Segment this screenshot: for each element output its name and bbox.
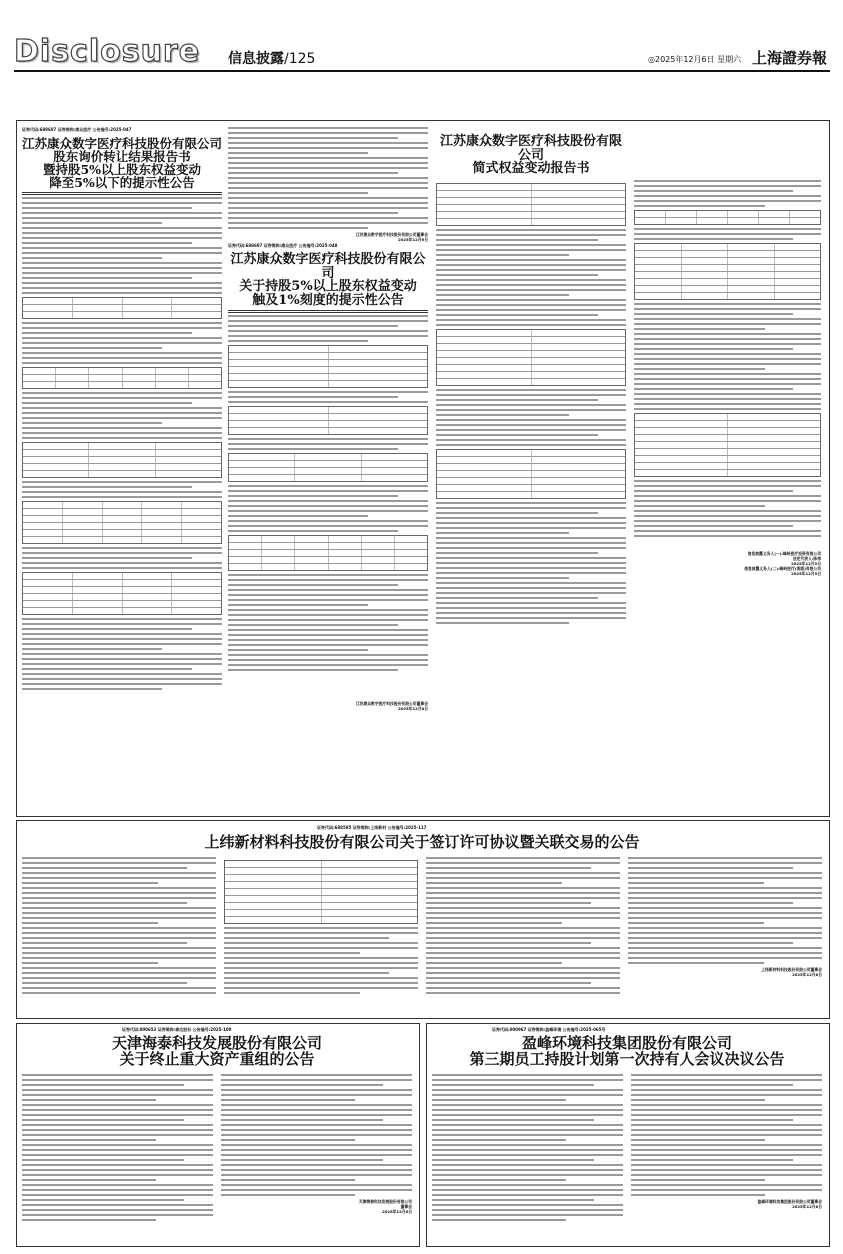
- signature-line: 董事会: [400, 1203, 412, 1209]
- signature-line: 江苏康众数字医疗科技股份有限公司董事会: [355, 232, 428, 237]
- article-body: [436, 389, 626, 446]
- title-rule: [22, 192, 222, 195]
- article-signature: [221, 1199, 412, 1214]
- signature-line: 法定代表人:陈伟: [792, 555, 821, 561]
- section-name: 信息披露: [228, 51, 284, 67]
- article-body: [634, 180, 821, 207]
- data-table: [634, 413, 821, 477]
- masthead: [0, 0, 843, 70]
- data-table: [228, 453, 428, 482]
- article-body: [228, 391, 428, 403]
- article-body: [426, 857, 620, 994]
- title-line: 触及1%刻度的提示性公告: [252, 292, 404, 308]
- signature-line: 2025年12月6日: [398, 237, 428, 242]
- article-body: [22, 618, 222, 690]
- article-body: [634, 303, 821, 410]
- article-title: 上纬新材料科技股份有限公司关于签订许可协议暨关联交易的公告: [204, 833, 640, 851]
- masthead-rule: [14, 70, 830, 72]
- title-line: 天津海泰科技发展股份有限公司: [111, 1034, 322, 1052]
- data-table: [22, 572, 222, 615]
- data-table: [224, 860, 418, 924]
- page-number: /125: [284, 51, 316, 67]
- article-body: [228, 574, 428, 671]
- title-rule: [228, 310, 428, 313]
- article-kangzhong-c: [436, 127, 821, 807]
- title-line: 江苏康众数字医疗科技股份有限公司: [439, 134, 622, 163]
- title-line: 第三期员工持股计划第一次持有人会议决议公告: [469, 1049, 785, 1068]
- data-table: [228, 406, 428, 435]
- article-signature: [631, 1199, 822, 1209]
- article-code-line: 证券代码:688607 证券简称:康众医疗 公告编号:2025-047: [22, 127, 132, 132]
- disclosure-wordmark: Disclosure: [14, 34, 201, 69]
- article-kangzhong-a-continued: [228, 127, 428, 242]
- data-table: [634, 210, 821, 225]
- article-code-line: 证券代码:000967 证券简称:盈峰环境 公告编号:2025-065号: [492, 1027, 606, 1032]
- newspaper-name: 上海證券報: [752, 49, 828, 67]
- data-table: [22, 297, 222, 319]
- article-kangzhong-b: [228, 243, 428, 803]
- article-body: [22, 392, 222, 439]
- data-table: [22, 442, 222, 478]
- article-body: [22, 857, 216, 994]
- article-signature: [228, 232, 428, 242]
- title-line: 关于持股5%以上股东权益变动: [239, 279, 417, 295]
- article-title: [432, 1036, 822, 1068]
- data-table: [634, 243, 821, 300]
- signature-line: 天津海泰科技发展股份有限公司: [358, 1198, 412, 1204]
- title-line: 降至5%以下的提示性公告: [49, 175, 195, 191]
- article-code-line: 证券代码:688607 证券简称:康众医疗 公告编号:2025-048: [228, 243, 338, 248]
- article-title: [22, 137, 222, 190]
- article-title: [228, 253, 428, 308]
- article-shangwei: [22, 825, 822, 1013]
- title-line: 简式权益变动报告书: [472, 161, 590, 177]
- article-body: [436, 229, 626, 326]
- article-code-line: 证券代码:688585 证券简称:上纬新材 公告编号:2025-117: [317, 825, 427, 830]
- article-yingfeng: [432, 1027, 822, 1241]
- article-body: [228, 127, 428, 229]
- title-line: 股东询价转让结果报告书: [53, 149, 191, 165]
- article-haitai: [22, 1027, 412, 1241]
- signature-line: 2025年12月5日: [791, 570, 821, 576]
- article-body: [631, 1074, 822, 1196]
- signature-line: 2025年12月6日: [792, 971, 822, 977]
- signature-line: 盈峰环境科技集团股份有限公司董事会: [757, 1198, 822, 1204]
- article-body: [22, 481, 222, 498]
- data-table: [228, 345, 428, 388]
- signature-line: 2025年12月6日: [398, 705, 428, 711]
- data-table: [22, 367, 222, 389]
- article-body: [22, 1074, 213, 1221]
- article-body: [628, 857, 822, 964]
- data-table: [436, 449, 626, 499]
- issue-date: ◎2025年12月6日 星期六: [648, 55, 742, 64]
- article-code-line: 证券代码:000652 证券简称:泰达股份 公告编号:2025-100: [122, 1027, 232, 1032]
- article-body: [228, 485, 428, 532]
- signature-line: 2025年12月5日: [791, 560, 821, 566]
- title-line: 盈峰环境科技集团股份有限公司: [521, 1034, 732, 1052]
- data-table: [436, 329, 626, 386]
- section-title: [228, 48, 315, 68]
- article-signature: [228, 701, 428, 711]
- data-table: [228, 535, 428, 571]
- title-line: 关于终止重大资产重组的公告: [119, 1049, 315, 1068]
- data-table: [22, 501, 222, 544]
- article-kangzhong-a: [22, 127, 222, 787]
- article-body: [228, 315, 428, 342]
- signature-line: 上纬新材料科技股份有限公司董事会: [761, 966, 822, 972]
- article-body: [224, 927, 418, 994]
- title-line: 暨持股5%以上股东权益变动: [42, 162, 202, 178]
- article-title: [22, 1036, 412, 1068]
- article-body: [634, 228, 821, 240]
- article-body: [436, 502, 626, 624]
- article-signature: [628, 967, 822, 977]
- article-body: [432, 1074, 623, 1221]
- signature-line: 2025年12月6日: [382, 1208, 412, 1214]
- article-signature: [634, 551, 821, 576]
- signature-line: 2025年12月6日: [792, 1203, 822, 1209]
- title-line: 江苏康众数字医疗科技股份有限公司: [230, 252, 426, 281]
- signature-line: 江苏康众数字医疗科技股份有限公司董事会: [355, 700, 428, 706]
- article-body: [634, 480, 821, 537]
- article-body: [221, 1074, 412, 1196]
- article-body: [22, 547, 222, 569]
- article-title: [436, 135, 626, 176]
- article-body: [228, 438, 428, 450]
- signature-line: 信息披露义务人(一):峰岭医疗投资有限公司: [747, 550, 821, 556]
- data-table: [436, 183, 626, 226]
- article-body: [22, 197, 222, 294]
- article-body: [22, 322, 222, 364]
- signature-line: 信息披露义务人(二):峰岭医疗(香港)有限公司: [744, 565, 821, 571]
- title-line: 江苏康众数字医疗科技股份有限公司: [22, 136, 223, 151]
